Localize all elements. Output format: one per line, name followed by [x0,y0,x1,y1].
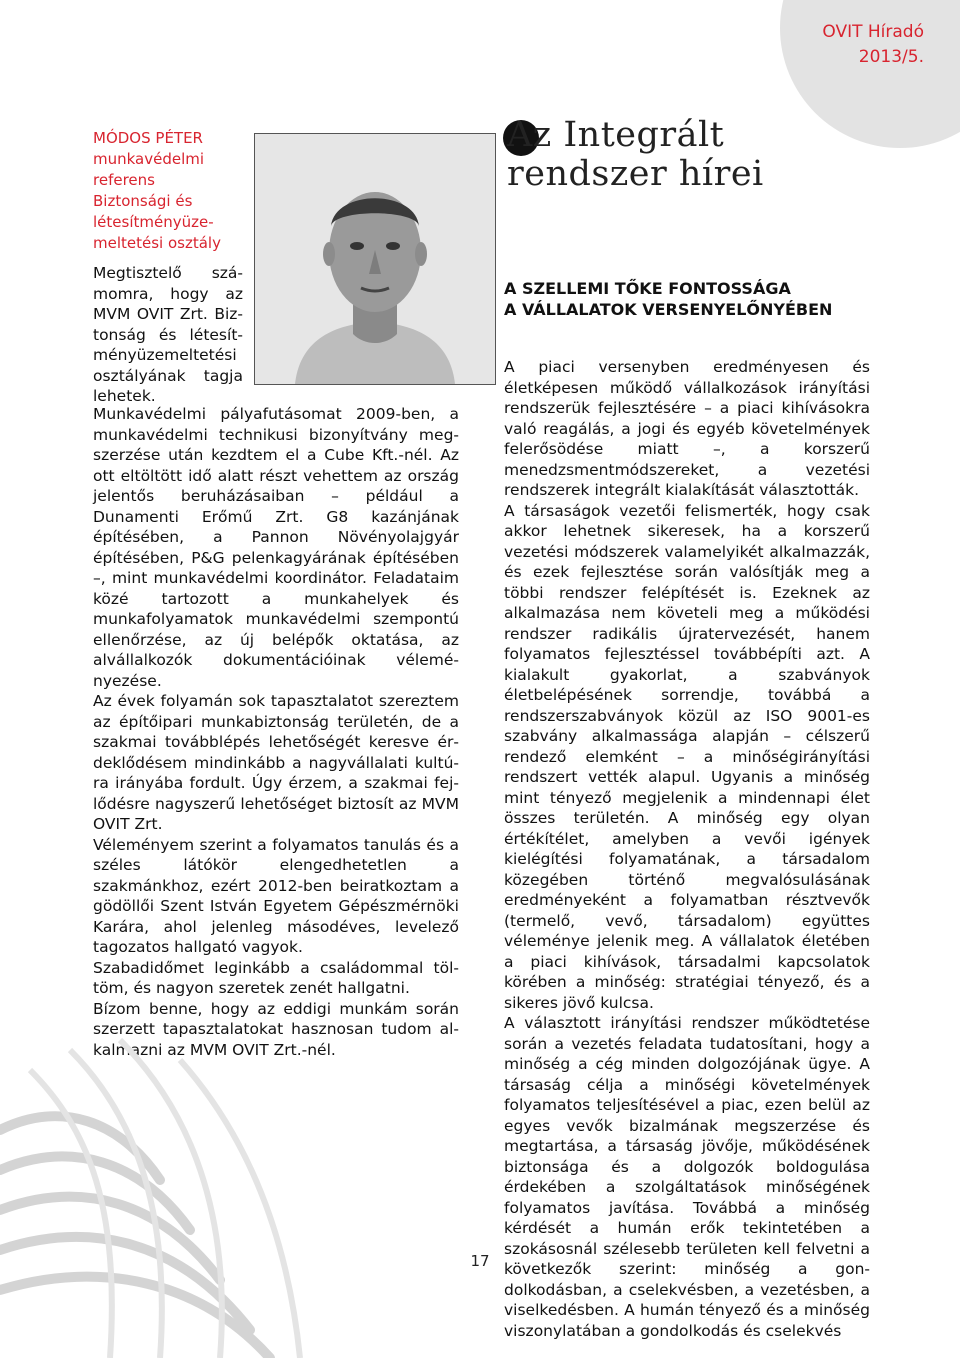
left-paragraph: Szabadidőmet leginkább a családommal töltöm, és nagyon szeretek zenét hallgatni. [93,958,459,997]
article-title [504,278,904,320]
issue-number: 2013/5. [858,47,924,67]
article-title-line: A VÁLLALATOK VERSENYELŐNYÉBEN [504,300,833,319]
author-block [93,128,243,254]
publication-header [822,20,924,70]
section-title [503,116,764,194]
right-paragraph: A választott irányítási rendszer működtetése során a vezetés feladata tudatosítani, hogy a minőség a cég minden dolgozójának ügye. A társaság célja a minőségi követelmények folyamatos teljesítésével a piac, ezen belül az egyes vevők bizalmának megszerzése és megtartása, a társaság jövője, működésének biztonsága és a dolgozók boldogulása érdekében a szolgáltatások minőségének folyamatos javítása. Továbbá a minőség kérdését a humán erők tekintetében a szokásosnál szélesebb területen kell felvetni a következők szerint: minőség a gondolkodásban, a cselekvésben, a vezetésben, a viselkedésben. A humán tényező és a minőség viszonylatában a gondolkodás és cselekvés [504,1014,870,1340]
author-role-line: referens [93,171,155,189]
portrait-illustration [255,134,495,384]
left-intro [93,263,243,407]
left-paragraph: Munkavédelmi pályafutásomat 2009-ben, a munkavédelmi technikusi bizonyítvány megszerzése után kezdtem el a Cube Kft.-nél. Az ott eltöltött idő alatt részt vehettem az ország jelentős beruházásaiban – például a Dunamenti Erőmű Zrt. G8 kazánjának építésében, a Pannon Növényolajgyár építésében, P&G pelenkagyárának építésében –, mint munkavédelmi koordinátor. Feladataim közé tartozott a munkahelyek és munkafolyamatok munkavédelmi szempontú ellenőrzése, az új belépők oktatása, az alvállalkozók dokumentációinak véleményezése. [93,405,459,690]
right-column-body [504,357,870,1341]
left-paragraph: Bízom benne, hogy az eddigi munkám során szerzett tapasztalatokat hasznosan tudom alkalmazni az MVM OVIT Zrt.-nél. [93,999,459,1059]
author-role-line: munkavédelmi [93,150,205,168]
publication-name: OVIT Híradó [822,22,924,42]
author-role-line: meltetési osztály [93,234,221,252]
left-column-body [93,404,459,1060]
author-role-line: létesítményüze- [93,213,214,231]
section-title-line: Az Integrált [507,115,725,155]
page-number: 17 [470,1252,490,1270]
intro-paragraph: Megtisztelő számomra, hogy az MVM OVIT Zrt. Biztonság és létesítményüzemeltetési osztályának tagja lehetek. [93,264,243,405]
left-paragraph: Az évek folyamán sok tapasztalatot szereztem az építőipari munkabiztonság területén, de a szakmai továbblépés lehetőségét keresve érdeklődésem mindinkább a nagyvállalati kultúra irányába fordult. Úgy érzem, a szakmai fejlődésre nagyszerű lehetőséget biztosít az MVM OVIT Zrt. [93,692,459,833]
author-name: MÓDOS PÉTER [93,129,203,147]
author-portrait-photo [254,133,496,385]
section-title-text [507,116,764,194]
right-paragraph: A piaci versenyben eredményesen és életképesen működő vállalkozások irányítási rendszerük fejlesztésére – a piaci kihívásokra való reagálás, a jogi és egyéb követelmények felerősödése miatt –, a korszerű menedzsmentmódszereket, a vezetési rendszerek integrált kialakítását választották. [504,358,870,499]
left-paragraph: Véleményem szerint a folyamatos tanulás és a széles látókör elengedhetetlen a szakmánkhoz, ezért 2012-ben beiratkoztam a gödöllői Szent István Egyetem Gépészmérnöki Karára, ahol jelenleg másodéves, levelező tagozatos hallgató vagyok. [93,835,459,956]
background-decoration-graphic [0,1010,480,1358]
right-paragraph: A társaságok vezetői felismerték, hogy csak akkor lehetnek sikeresek, ha a korszerű vezetési módszerek valamelyikét alkalmazzák, és ezek fejlesztése során valósítják meg a többi rendszer felépítését is. Ezeknek az alkalmazása nem követeli meg a működési rendszer radikális újratervezését, hanem folyamatos fejlesztéssel továbbépíti azt. A kialakult gyakorlat, a szabványok életbelépésének sorrendje, továbbá a rendszerszabványok közül az ISO 9001-es szabvány alkalmassága alapján – célszerű rendező elemként – a minőségirányítási rendszert vették alapul. Ugyanis a minőség mint tényező megjelenik a mindennapi élet összes területén. A minőség egy olyan értékítélet, amelyben a vevői igények kielégítési folyamatának, a társadalom közegében történő megvalósulásának eredményeként a folyamatban résztvevők (termelő, vevő, társadalom) együttes véleménye jelenik meg. A vállalatok életében a piaci kihívások, társadalmi kapcsolatok körében a minőség: stratégiai tényező, és a sikeres jövő kulcsa. [504,501,870,1012]
section-title-line: rendszer hírei [507,154,764,194]
article-title-line: A SZELLEMI TŐKE FONTOSSÁGA [504,279,791,298]
author-role-line: Biztonsági és [93,192,193,210]
